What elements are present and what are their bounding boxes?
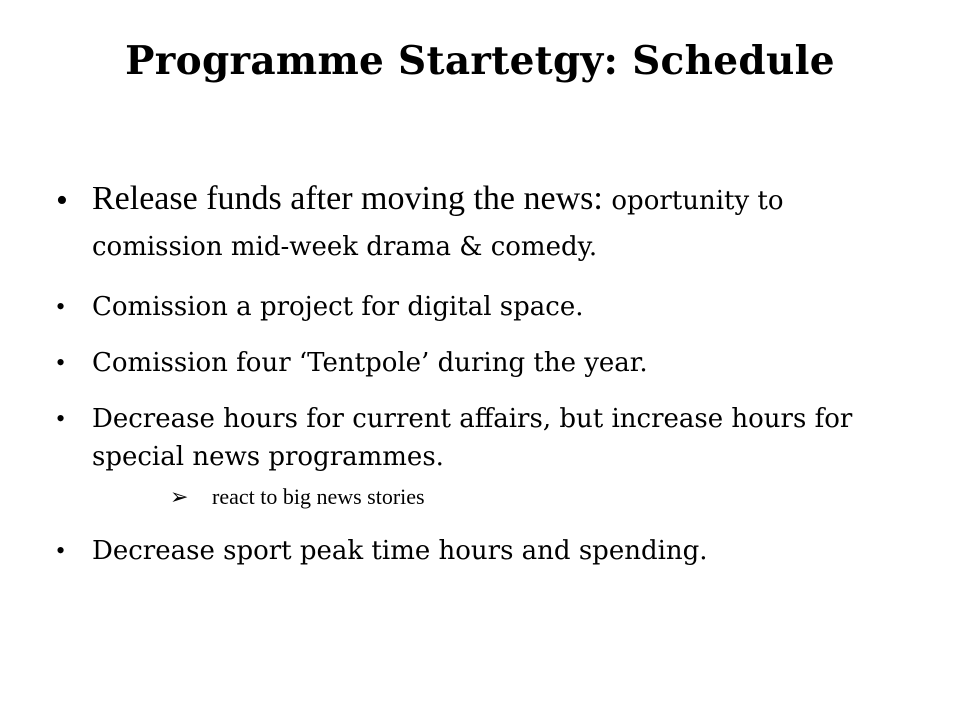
bullet-rest-text: oportunity to comission mid-week drama & comedy.: [92, 186, 784, 262]
bullet-item: • Decrease hours for current affairs, but increase hours for special news programmes.: [56, 400, 886, 476]
bullet-item: [56, 176, 886, 270]
slide-title: Programme Startetgy: Schedule: [125, 38, 835, 84]
sub-bullet-text: react to big news stories: [212, 484, 425, 509]
arrow-bullet-icon: ➢: [170, 484, 189, 509]
bullet-item: • Decrease sport peak time hours and spending.: [56, 532, 886, 570]
bullet-item: • Comission a project for digital space.: [56, 288, 886, 326]
bullet-item: • Comission four ‘Tentpole’ during the year.: [56, 344, 886, 382]
sub-bullet-item: [56, 480, 886, 514]
bullet-list: [56, 176, 886, 570]
bullet-lead-text: Release funds after moving the news:: [92, 180, 603, 217]
